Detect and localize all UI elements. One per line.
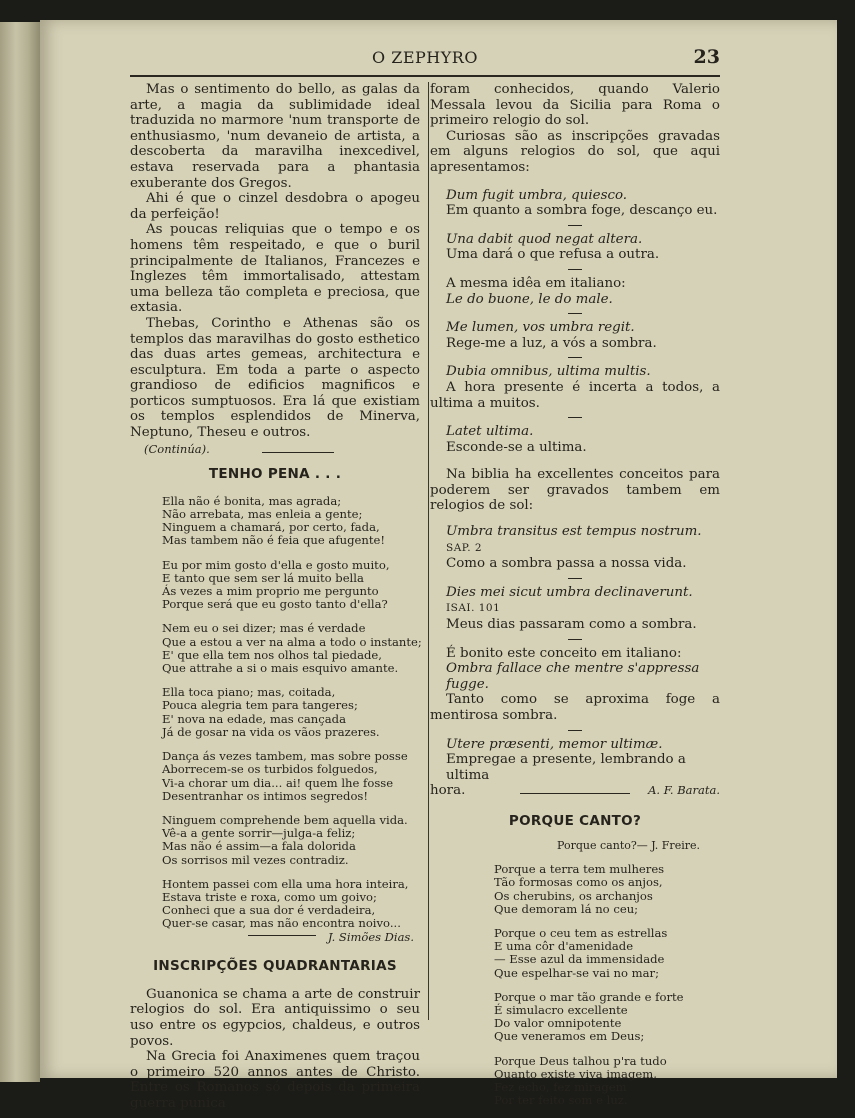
separator-dash — [568, 578, 582, 579]
poem-tenho-pena — [162, 495, 420, 931]
latin-inscription: Dubia omnibus, ultima multis. — [446, 364, 651, 380]
separator-dash — [568, 730, 582, 731]
poem-line: Que attrahe a si o mais esquivo amante. — [162, 661, 399, 676]
section-rule — [262, 452, 334, 453]
left-column — [130, 82, 420, 1111]
poem-stanza — [162, 750, 420, 803]
poem-line: Ella toca piano; mas, coitada, — [162, 685, 336, 700]
poem-author: J. Simões Dias. — [327, 929, 414, 944]
poem-stanza — [162, 686, 420, 739]
article-paragraph: foram conhecidos, quando Valerio Messala levou da Sicilia para Roma o primeiro relogio do sol. — [430, 82, 720, 129]
poem-line: Não arrebata, mas enleia a gente; — [162, 507, 363, 522]
separator-dash — [568, 357, 582, 358]
poem-line: Mas não é assim—a fala dolorida — [162, 839, 356, 854]
poem-line: Fez echo, fez miragem — [494, 1080, 627, 1094]
inscription-intro: A mesma idêa em italiano: — [446, 275, 626, 291]
article-paragraph: Ahi é que o cinzel desdobra o apogeu da perfeição! — [130, 191, 420, 222]
article-paragraph: Curiosas são as inscripções gravadas em alguns relogios do sol, que aqui apresentamos: — [430, 128, 720, 175]
poem-line: Já de gosar na vida os vãos prazeres. — [162, 724, 380, 739]
italian-inscription: Le do buone, le do male. — [446, 291, 613, 307]
section-rule — [520, 793, 630, 794]
continued-note: (Continúa). — [144, 441, 210, 456]
poem-stanza — [162, 814, 420, 867]
poem-line: É simulacro excellente — [494, 1002, 628, 1017]
article-paragraph: Na biblia ha excellentes conceitos para poderem ser gravados tambem em relogios de sol: — [430, 467, 720, 514]
poem-stanza — [162, 622, 420, 675]
poem-line: Estava triste e roxa, como um goivo; — [162, 889, 377, 904]
poem-line: Mas tambem não é feia que afugente! — [162, 533, 386, 548]
poem-line: Hontem passei com ella uma hora inteira, — [162, 876, 409, 891]
bible-inscription — [446, 524, 720, 556]
separator-dash — [568, 417, 582, 418]
poem-stanza — [494, 927, 720, 980]
inscription-translation: A hora presente é incerta a todos, a ultima a muitos. — [430, 379, 720, 411]
poem-stanza — [494, 863, 720, 916]
bible-reference: ISAI. 101 — [446, 602, 501, 615]
poem-line: Que demoram lá no ceu; — [494, 901, 639, 916]
poem-line: Eu por mim gosto d'ella e gosto muito, — [162, 557, 390, 572]
poem-title: TENHO PENA . . . — [208, 466, 342, 483]
italian-inscription: Ombra fallace che mentre s'appressa fugge. — [446, 661, 700, 692]
poem-line: Ninguem a chamará, por certo, fada, — [162, 520, 380, 535]
poem-line: Porque será que eu gosto tanto d'ella? — [162, 597, 388, 612]
article-paragraph: Thebas, Corintho e Athenas são os templos das maravilhas do gosto esthetico das duas artes gemeas, architectura e esculptura. Em toda a parte o aspecto grandioso de edificios magnificos e porticos sumptuosos. Era lá que existiam os templos esplendidos de Minerva, Neptuno, Theseu e outros. — [130, 315, 420, 441]
poem-line: Quanto existe viva imagem, — [494, 1066, 657, 1081]
poem-line: Porque Deus talhou p'ra tudo — [494, 1053, 667, 1068]
inscription-translation: Esconde-se a ultima. — [446, 439, 587, 455]
latin-inscription: Una dabit quod negat altera. — [446, 231, 643, 247]
poem-line: E uma côr d'amenidade — [494, 939, 634, 954]
inscription-translation: Rege-me a luz, a vós a sombra. — [446, 335, 657, 351]
article-paragraph: Guanonica se chama a arte de construir relogios do sol. Era antiquissimo o seu uso entre os egypcios, chaldeus, e outros povos. — [130, 986, 420, 1049]
poem-line: Que a estou a ver na alma a todo o instante; — [162, 634, 422, 649]
poem-line: Que veneramos em Deus; — [494, 1029, 645, 1044]
separator-dash — [568, 639, 582, 640]
bible-latin: Umbra transitus est tempus nostrum. — [446, 524, 702, 540]
inscription-translation: Uma dará o que refusa a outra. — [446, 247, 660, 263]
separator-dash — [568, 225, 582, 226]
poem-stanza — [494, 991, 720, 1044]
poem-line: Dança ás vezes tambem, mas sobre posse — [162, 749, 408, 764]
poem-line: Porque o ceu tem as estrellas — [494, 925, 668, 940]
latin-inscription: Dum fugit umbra, quiesco. — [446, 187, 628, 203]
poem-line: Aborrecem-se os turbidos folguedos, — [162, 762, 378, 777]
poem-line: Por ter feito som e luz. — [494, 1093, 628, 1108]
inscription-translation: Em quanto a sombra foge, descanço eu. — [446, 203, 718, 219]
page-number: 23 — [693, 46, 720, 68]
inscription-translation: Meus dias passaram como a sombra. — [446, 617, 697, 633]
bible-inscription — [446, 585, 720, 617]
inscription-intro: É bonito este conceito em italiano: — [446, 645, 682, 661]
publication-title: O ZEPHYRO — [372, 48, 478, 67]
page-header — [130, 48, 720, 74]
poem-line: E tanto que sem ser lá muito bella — [162, 570, 364, 585]
poem-line: Os sorrisos mil vezes contradiz. — [162, 852, 349, 867]
bible-latin: Dies mei sicut umbra declinaverunt. — [446, 584, 693, 600]
poem-line: Do valor omnipotente — [494, 1016, 622, 1031]
poem-porque-canto — [494, 863, 720, 1107]
inscription-translation: Empregae a presente, lembrando a ultima — [446, 752, 686, 783]
poem-line: E' que ella tem nos olhos tal piedade, — [162, 647, 382, 662]
poem-line: Ninguem comprehende bem aquella vida. — [162, 812, 408, 827]
right-column — [430, 82, 720, 1118]
latin-inscription: Latet ultima. — [446, 424, 534, 440]
poem-stanza — [494, 1055, 720, 1108]
separator-dash — [568, 269, 582, 270]
poem-line: Nem eu o sei dizer; mas é verdade — [162, 621, 366, 636]
header-rule — [130, 75, 720, 77]
closing-line — [430, 783, 720, 799]
latin-inscription: Utere præsenti, memor ultimæ. — [446, 736, 663, 752]
poem-line: E' nova na edade, mas cançada — [162, 711, 346, 726]
article-paragraph: Na Grecia foi Anaximenes quem traçou o primeiro 520 annos antes de Christo. Entre os Romanos só depois da primeira guerra punica — [130, 1049, 420, 1111]
inscription-translation: Tanto como se aproxima foge a mentirosa sombra. — [430, 692, 720, 723]
poem-epigraph: Porque canto?— J. Freire. — [557, 838, 700, 852]
separator-dash — [568, 313, 582, 314]
poem-line: Pouca alegria tem para tangeres; — [162, 698, 358, 713]
bible-reference: SAP. 2 — [446, 541, 483, 554]
poem-line: Que espelhar-se vai no mar; — [494, 965, 659, 980]
poem-line: Desentranhar os intimos segredos! — [162, 788, 369, 803]
previous-page-edge — [0, 22, 40, 1082]
inscription-translation-end: hora. — [430, 783, 466, 799]
latin-inscription: Me lumen, vos umbra regit. — [446, 320, 635, 336]
inscription-translation: Como a sombra passa a nossa vida. — [446, 556, 687, 572]
poem-line: — Esse azul da immensidade — [494, 952, 665, 967]
article-paragraph: As poucas reliquias que o tempo e os homens têm respeitado, e que o buril principalmente de Italianos, Francezes e Inglezes têm immortalisado, attestam uma belleza tão completa e preciosa, que extasia. — [130, 222, 420, 316]
section-title: INSCRIPÇÕES QUADRANTARIAS — [153, 958, 397, 975]
poem-line: Porque a terra tem mulheres — [494, 862, 665, 877]
article-signature: A. F. Barata. — [648, 783, 720, 798]
poem-line: Conheci que a sua dor é verdadeira, — [162, 903, 376, 918]
poem-line: Tão formosas como os anjos, — [494, 875, 663, 890]
poem-line: Ás vezes a mim proprio me pergunto — [162, 584, 379, 599]
poem-stanza — [162, 559, 420, 612]
poem-line: Os cherubins, os archanjos — [494, 888, 653, 903]
poem-line: Vi-a chorar um dia... ai! quem lhe fosse — [162, 775, 394, 790]
poem-line: Vê-a a gente sorrir—julga-a feliz; — [162, 826, 356, 841]
poem-line: Ella não é bonita, mas agrada; — [162, 493, 342, 508]
poem-stanza — [162, 495, 420, 548]
poem-stanza — [162, 878, 420, 931]
column-divider — [428, 82, 429, 1020]
poem-line: Quer-se casar, mas não encontra noivo... — [162, 916, 401, 931]
article-paragraph: Mas o sentimento do bello, as galas da arte, a magia da sublimidade ideal traduzida no marmore 'num transporte de enthusiasmo, 'num devaneio de artista, a descoberta da maravilha inexcedivel, estava reservada para a phantasia exuberante dos Gregos. — [130, 82, 420, 191]
poem-title: PORQUE CANTO? — [508, 812, 642, 829]
poem-line: Porque o mar tão grande e forte — [494, 989, 684, 1004]
